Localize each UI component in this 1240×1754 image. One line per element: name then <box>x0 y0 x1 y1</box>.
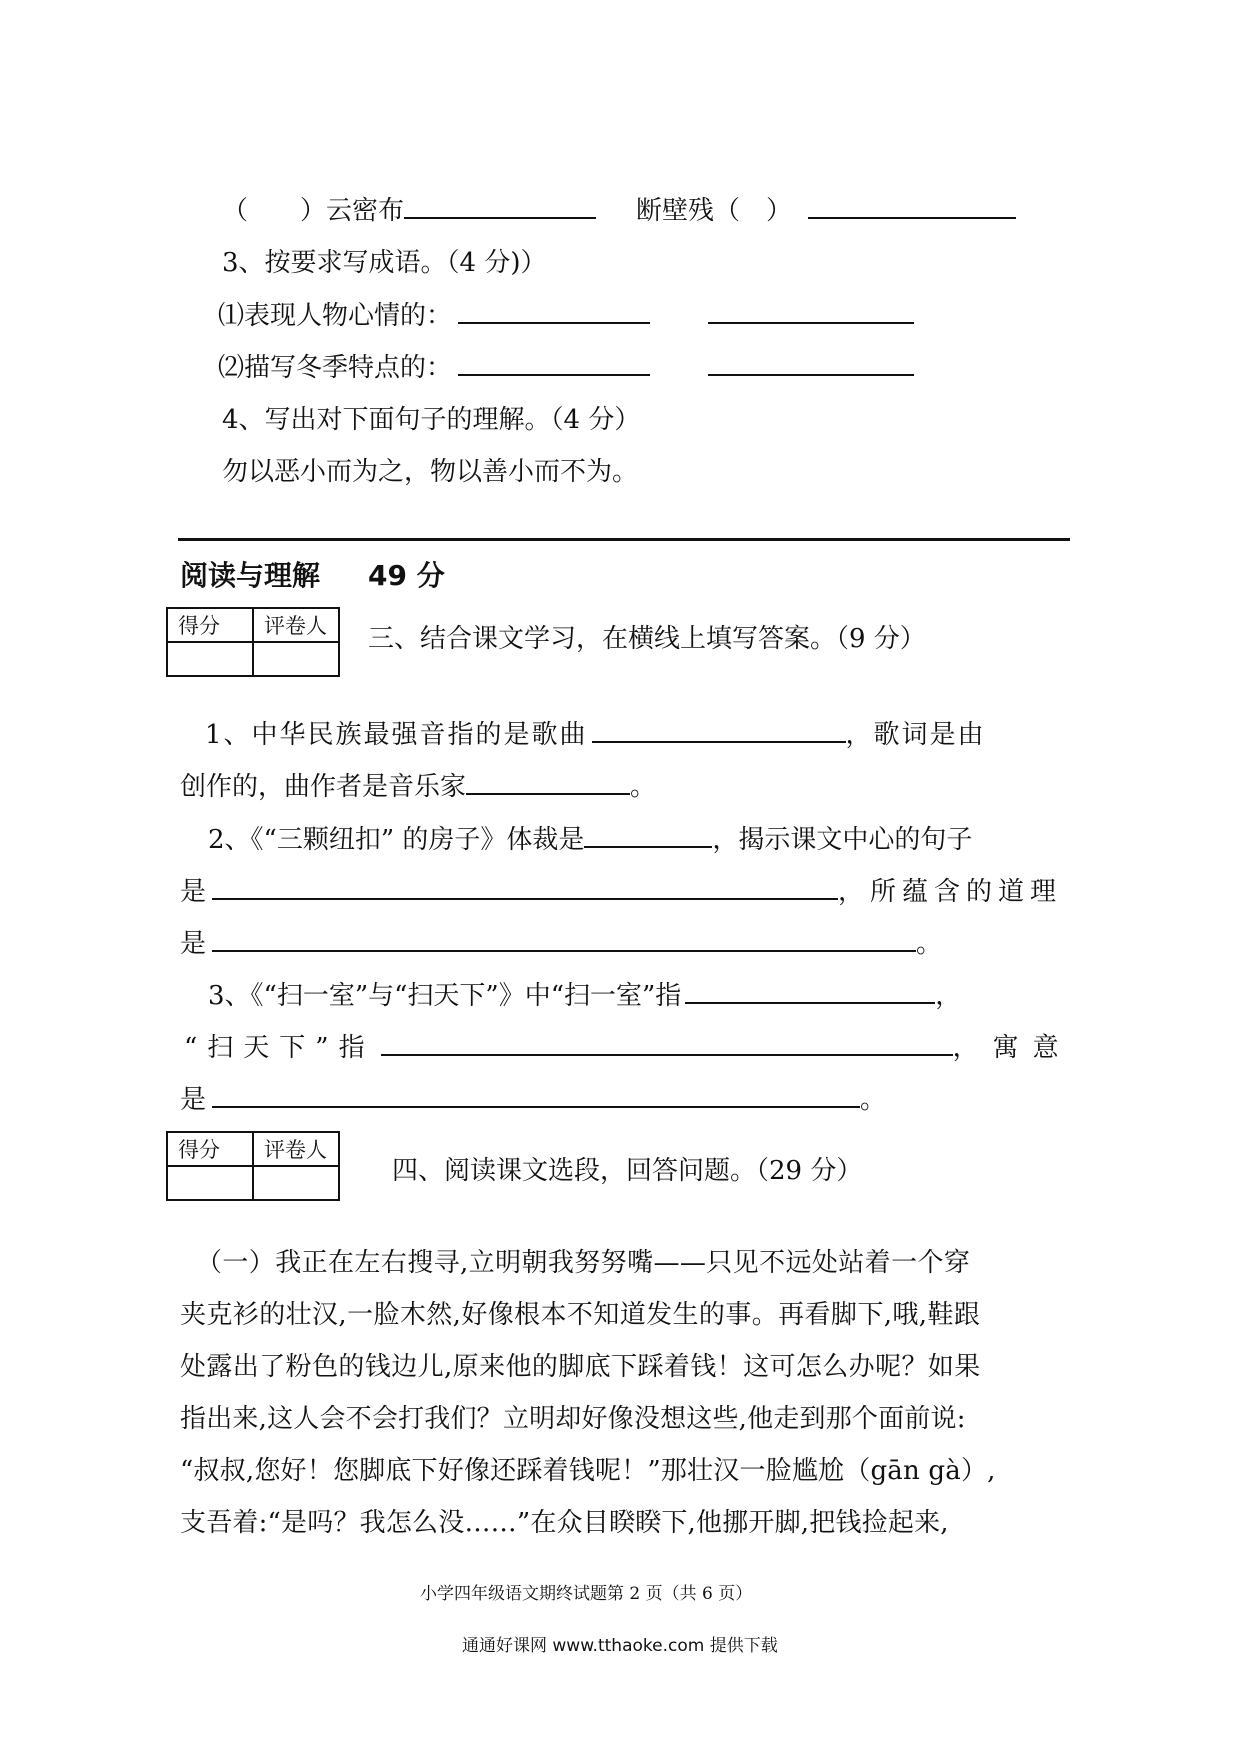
score-box <box>166 1131 340 1201</box>
grader-cell[interactable] <box>253 642 339 676</box>
grader-label: 评卷人 <box>253 608 339 642</box>
q2-text-a: 2、《“三颗纽扣” 的房子》体裁是 <box>208 825 585 855</box>
grader-cell[interactable] <box>253 1166 339 1200</box>
part-3-q2-line3 <box>180 931 942 957</box>
passage-line: “叔叔,您好！您脚底下好像还踩着钱呢！”那壮汉一脸尴尬（gān gà）, <box>180 1456 996 1486</box>
question-3: 3、按要求写成语。（4 分)） <box>222 248 547 278</box>
answer-blank[interactable] <box>584 845 712 848</box>
answer-blank[interactable] <box>592 740 846 743</box>
q1-text-a: 1、中华民族最强音指的是歌曲 <box>205 720 588 750</box>
answer-blank[interactable] <box>212 897 838 900</box>
answer-blank[interactable] <box>808 216 1016 219</box>
q3-text-b: ， <box>935 981 962 1011</box>
q3-text-e: 是 <box>180 1085 207 1115</box>
q2-text-f: 。 <box>916 929 943 959</box>
q3-text-f: 。 <box>860 1085 887 1115</box>
question-3-1 <box>218 303 914 329</box>
passage-line: 支吾着:“是吗？我怎么没……”在众目睽睽下,他挪开脚,把钱捡起来, <box>180 1508 949 1538</box>
q3-text-c: “扫天下”指 <box>184 1033 375 1063</box>
site-credit: 通通好课网 www.tthaoke.com 提供下载 <box>462 1636 778 1656</box>
q2-text-e: 是 <box>180 929 207 959</box>
section-title <box>180 559 445 592</box>
question-4: 4、写出对下面句子的理解。（4 分） <box>222 405 641 435</box>
part-3-heading: 三、结合课文学习，在横线上填写答案。（9 分） <box>368 624 926 654</box>
q2-text-d: ，所蕴含的道理 <box>838 877 1063 907</box>
answer-blank[interactable] <box>708 321 914 324</box>
q1-text-b: ，歌词是由 <box>845 720 986 750</box>
score-label: 得分 <box>167 608 253 642</box>
score-cell[interactable] <box>167 642 253 676</box>
part-3-q1-line2 <box>180 774 656 800</box>
question-3-1-label: ⑴表现人物心情的： <box>218 301 453 331</box>
q1-text-d: 。 <box>630 772 657 802</box>
answer-blank[interactable] <box>685 1001 935 1004</box>
answer-blank[interactable] <box>458 373 650 376</box>
idiom-fill-2: 断壁残（ ） <box>636 196 793 226</box>
passage-line: 处露出了粉色的钱边儿,原来他的脚底下踩着钱！这可怎么办呢？如果 <box>180 1352 981 1382</box>
question-3-2 <box>218 355 914 381</box>
passage-line: 指出来,这人会不会打我们？立明却好像没想这些,他走到那个面前说: <box>180 1404 966 1434</box>
answer-blank[interactable] <box>466 792 630 795</box>
section-divider <box>178 538 1070 541</box>
q3-text-a: 3、《“扫一室”与“扫天下”》中“扫一室”指 <box>208 981 682 1011</box>
passage-line: （一）我正在左右搜寻,立明朝我努努嘴——只见不远处站着一个穿 <box>196 1248 971 1278</box>
part-4-heading: 四、阅读课文选段，回答问题。（29 分） <box>392 1156 863 1186</box>
question-4-sentence: 勿以恶小而为之，物以善小而不为。 <box>222 457 639 487</box>
page-footer: 小学四年级语文期终试题第 2 页（共 6 页） <box>420 1584 753 1604</box>
part-3-q3-line3 <box>180 1087 886 1113</box>
answer-blank[interactable] <box>212 1105 860 1108</box>
q1-text-c: 创作的，曲作者是音乐家 <box>180 772 467 802</box>
grader-label: 评卷人 <box>253 1132 339 1166</box>
part-3-q3-line2 <box>184 1035 1073 1061</box>
score-label: 得分 <box>167 1132 253 1166</box>
answer-blank[interactable] <box>708 373 914 376</box>
part-3-q2-line2 <box>180 879 1062 905</box>
part-3-q1-line1 <box>205 722 986 748</box>
answer-blank[interactable] <box>458 321 650 324</box>
score-cell[interactable] <box>167 1166 253 1200</box>
section-score: 49 分 <box>368 559 445 592</box>
passage-line: 夹克衫的壮汉,一脸木然,好像根本不知道发生的事。再看脚下,哦,鞋跟 <box>180 1300 981 1330</box>
idiom-line-1 <box>222 198 596 224</box>
q2-text-c: 是 <box>180 877 207 907</box>
score-box <box>166 607 340 677</box>
answer-blank[interactable] <box>212 949 916 952</box>
idiom-fill-1: （ ）云密布 <box>222 196 405 226</box>
answer-blank[interactable] <box>404 216 596 219</box>
part-3-q3-line1 <box>208 983 961 1009</box>
q2-text-b: ，揭示课文中心的句子 <box>712 825 973 855</box>
q3-text-d: ，寓意 <box>952 1033 1073 1063</box>
question-3-2-label: ⑵描写冬季特点的： <box>218 353 453 383</box>
section-title-text: 阅读与理解 <box>180 559 321 592</box>
idiom-line-2 <box>636 198 1016 224</box>
answer-blank[interactable] <box>381 1053 953 1056</box>
part-3-q2-line1 <box>208 827 972 853</box>
